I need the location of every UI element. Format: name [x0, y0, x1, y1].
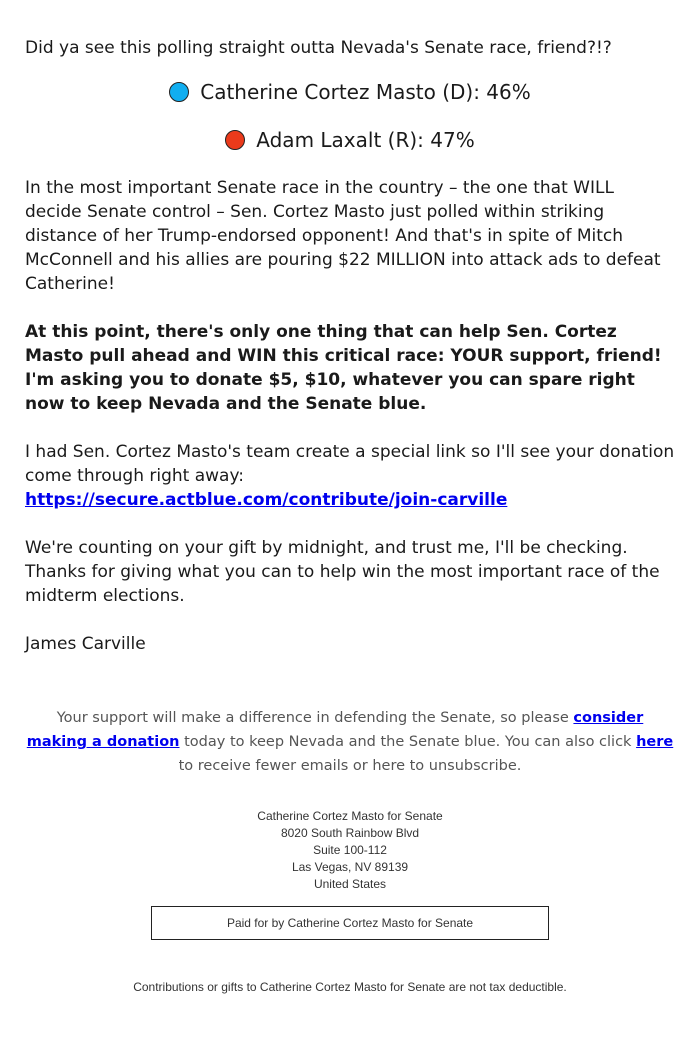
signature: James Carville [25, 634, 146, 654]
mailing-address [0, 808, 700, 893]
footer-text-before: Your support will make a difference in defending the Senate, so please [56, 710, 574, 726]
footer-text-after: to receive fewer emails or here to unsubscribe. [178, 758, 522, 774]
footer-text [0, 706, 700, 778]
intro-text: Did ya see this polling straight outta Nevada's Senate race, friend?!? [25, 38, 612, 58]
poll-results [25, 78, 675, 154]
red-circle-icon [225, 130, 245, 150]
paid-for-box [151, 906, 549, 940]
address-line: Las Vegas, NV 89139 [291, 860, 409, 874]
poll-label-democrat: Catherine Cortez Masto (D): 46% [200, 80, 531, 104]
address-line: Catherine Cortez Masto for Senate [257, 809, 443, 823]
poll-label-republican: Adam Laxalt (R): 47% [256, 128, 475, 152]
poll-row-republican [25, 126, 675, 154]
paragraph-link [25, 440, 675, 512]
paragraph-deadline: We're counting on your gift by midnight, and trust me, I'll be checking. Thanks for giving what you can to help win the most important race of the midterm elections. [25, 538, 660, 606]
blue-circle-icon [169, 82, 189, 102]
fewer-emails-link[interactable]: here [636, 734, 674, 750]
address-line: Suite 100-112 [313, 843, 387, 857]
email-body [0, 36, 700, 656]
tax-disclaimer: Contributions or gifts to Catherine Cortez Masto for Senate are not tax deductible. [133, 980, 567, 994]
link-intro-text: I had Sen. Cortez Masto's team create a special link so I'll see your donation come through right away: [25, 442, 675, 486]
footer-text-middle: today to keep Nevada and the Senate blue. You can also click [179, 734, 637, 750]
poll-row-democrat [25, 78, 675, 106]
address-line: 8020 South Rainbow Blvd [280, 826, 420, 840]
address-line: United States [313, 877, 387, 891]
donation-link[interactable]: consider making a donation [26, 710, 644, 750]
paragraph-ask: At this point, there's only one thing that can help Sen. Cortez Masto pull ahead and WIN this critical race: YOUR support, friend! I'm asking you to donate $5, $10, whatever you can spare right now to keep Nevada and the Senate blue. [25, 322, 662, 414]
paragraph-race: In the most important Senate race in the country – the one that WILL decide Senate control – Sen. Cortez Masto just polled within striking distance of her Trump-endorsed opponent! And that's in spite of Mitch McConnell and his allies are pouring $22 MILLION into attack ads to defeat Catherine! [25, 178, 661, 294]
donate-link[interactable]: https://secure.actblue.com/contribute/join-carville [25, 490, 508, 510]
paid-for-text: Paid for by Catherine Cortez Masto for Senate [226, 916, 474, 930]
